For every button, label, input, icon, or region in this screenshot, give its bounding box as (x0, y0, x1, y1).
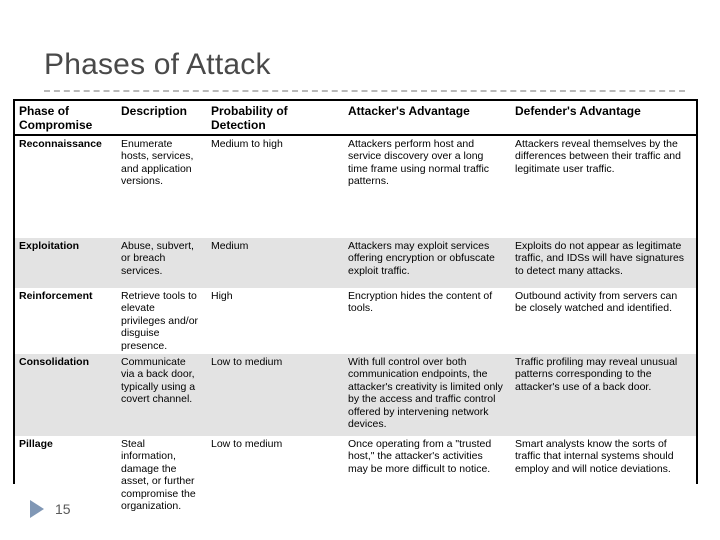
cell-defender-advantage: Attackers reveal themselves by the differences between their traffic and legitimate user traffic. (511, 135, 696, 238)
column-header-phase: Phase of Compromise (15, 101, 117, 135)
table-header-row (15, 101, 696, 135)
cell-attacker-advantage: Encryption hides the content of tools. (344, 288, 511, 354)
page-title: Phases of Attack (44, 48, 271, 81)
cell-probability: Medium (207, 238, 344, 288)
cell-attacker-advantage: Attackers may exploit services offering encryption or obfuscate exploit traffic. (344, 238, 511, 288)
cell-description: Enumerate hosts, services, and application versions. (117, 135, 207, 238)
table (15, 101, 696, 514)
column-header-attacker: Attacker's Advantage (344, 101, 511, 135)
table-row (15, 288, 696, 354)
cell-description: Communicate via a back door, typically using a covert channel. (117, 354, 207, 436)
cell-phase: Pillage (15, 436, 117, 514)
page-number: 15 (55, 501, 71, 517)
cell-attacker-advantage: Once operating from a "trusted host," the attacker's activities may be more difficult to notice. (344, 436, 511, 514)
table-body (15, 135, 696, 514)
cell-defender-advantage: Outbound activity from servers can be closely watched and identified. (511, 288, 696, 354)
column-header-description: Description (117, 101, 207, 135)
cell-description: Abuse, subvert, or breach services. (117, 238, 207, 288)
cell-defender-advantage: Exploits do not appear as legitimate traffic, and IDSs will have signatures to detect many attacks. (511, 238, 696, 288)
cell-description: Retrieve tools to elevate privileges and/or disguise presence. (117, 288, 207, 354)
cell-attacker-advantage: With full control over both communication endpoints, the attacker's creativity is limited only by the access and traffic control offered by intervening network devices. (344, 354, 511, 436)
table-row (15, 238, 696, 288)
table-row (15, 135, 696, 238)
cell-phase: Reconnaissance (15, 135, 117, 238)
cell-phase: Consolidation (15, 354, 117, 436)
slide-footer (30, 500, 71, 518)
cell-probability: Low to medium (207, 354, 344, 436)
play-triangle-icon[interactable] (30, 500, 44, 518)
cell-phase: Reinforcement (15, 288, 117, 354)
cell-probability: Low to medium (207, 436, 344, 514)
title-divider (44, 90, 685, 92)
table-row (15, 354, 696, 436)
cell-probability: Medium to high (207, 135, 344, 238)
cell-phase: Exploitation (15, 238, 117, 288)
cell-probability: High (207, 288, 344, 354)
table-row (15, 436, 696, 514)
column-header-defender: Defender's Advantage (511, 101, 696, 135)
cell-defender-advantage: Traffic profiling may reveal unusual patterns corresponding to the attacker's use of a back door. (511, 354, 696, 436)
cell-defender-advantage: Smart analysts know the sorts of traffic that internal systems should employ and will notice deviations. (511, 436, 696, 514)
cell-description: Steal information, damage the asset, or further compromise the organization. (117, 436, 207, 514)
table-header (15, 101, 696, 135)
cell-attacker-advantage: Attackers perform host and service discovery over a long time frame using normal traffic patterns. (344, 135, 511, 238)
column-header-probability: Probability of Detection (207, 101, 344, 135)
